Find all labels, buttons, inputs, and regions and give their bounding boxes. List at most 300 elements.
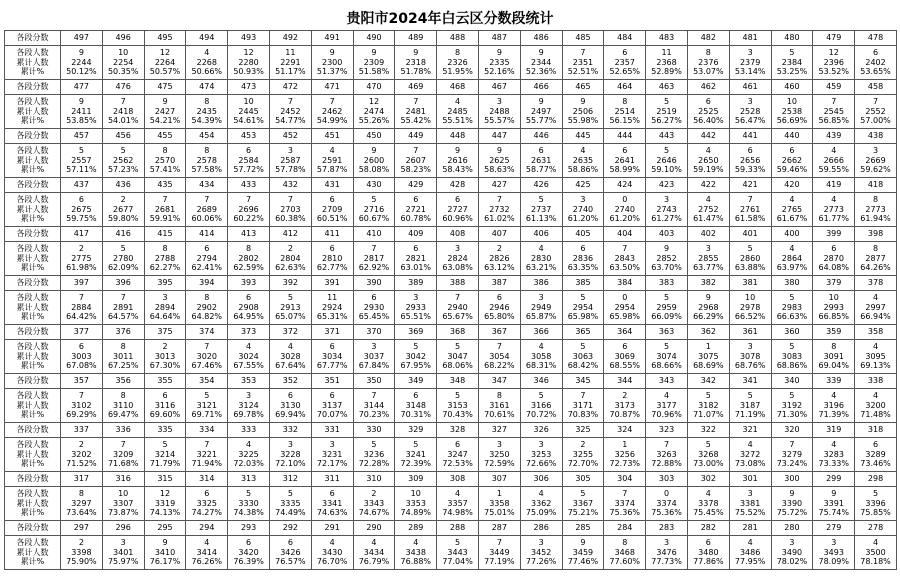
percent-value: 54.39% (191, 116, 223, 126)
stat-cell (562, 291, 604, 325)
cumulative-value: 3452 (530, 547, 552, 557)
count-value: 2 (78, 244, 84, 254)
row-label: 各段人数 (16, 342, 49, 352)
score-cell: 424 (604, 177, 646, 192)
count-value: 5 (120, 146, 126, 156)
percent-value: 69.29% (66, 410, 97, 420)
percent-value: 58.86% (567, 165, 599, 175)
score-cell: 305 (562, 471, 604, 486)
count-value: 5 (371, 195, 377, 205)
score-cell: 356 (102, 373, 144, 388)
score-cell: 376 (102, 324, 144, 339)
score-header-label: 各段分数 (5, 128, 61, 143)
stat-cell (771, 95, 813, 129)
score-cell: 369 (395, 324, 437, 339)
stat-cell (478, 389, 520, 423)
count-value: 3 (789, 538, 795, 548)
stat-cell (604, 438, 646, 472)
cumulative-value: 3410 (154, 547, 176, 557)
count-value: 6 (413, 391, 419, 401)
cumulative-value: 3358 (489, 498, 510, 508)
stat-cell (478, 242, 520, 276)
percent-value: 76.17% (149, 557, 181, 567)
stat-cell (228, 340, 270, 374)
cumulative-value: 3236 (363, 449, 385, 459)
stat-cell (771, 340, 813, 374)
cumulative-value: 2344 (530, 57, 552, 67)
percent-value: 60.51% (316, 214, 348, 224)
score-cell: 407 (478, 226, 520, 241)
cumulative-value: 3396 (865, 498, 886, 508)
score-cell: 364 (604, 324, 646, 339)
cumulative-value: 2824 (447, 253, 468, 263)
percent-value: 59.62% (860, 165, 891, 175)
percent-value: 53.25% (776, 67, 808, 77)
cumulative-value: 3214 (154, 449, 176, 459)
cumulative-value: 3024 (238, 351, 259, 361)
score-cell: 387 (478, 275, 520, 290)
stat-cell (353, 340, 395, 374)
stat-cell (478, 487, 520, 521)
stat-cell (520, 193, 562, 227)
cumulative-value: 3116 (154, 400, 176, 410)
stat-cell (813, 389, 855, 423)
count-value: 6 (329, 195, 335, 205)
score-cell: 381 (729, 275, 771, 290)
cumulative-value: 3493 (823, 547, 844, 557)
count-value: 4 (705, 489, 711, 499)
stat-cell (144, 193, 186, 227)
percent-value: 77.86% (693, 557, 724, 567)
count-value: 8 (204, 293, 210, 303)
score-cell: 412 (269, 226, 311, 241)
score-cell: 279 (813, 520, 855, 535)
cumulative-value: 3228 (280, 449, 301, 459)
score-cell: 383 (646, 275, 688, 290)
stat-cell (437, 144, 479, 178)
stat-cell (144, 438, 186, 472)
cumulative-value: 3247 (447, 449, 468, 459)
stat-cell (855, 291, 897, 325)
cumulative-value: 2716 (363, 204, 385, 214)
score-cell: 374 (186, 324, 228, 339)
score-cell: 299 (813, 471, 855, 486)
stat-cell (144, 340, 186, 374)
count-value: 8 (872, 195, 879, 205)
score-header-label: 各段分数 (5, 31, 61, 46)
row-labels (5, 291, 61, 325)
percent-value: 53.07% (693, 67, 724, 77)
count-value: 4 (872, 293, 879, 303)
cumulative-value: 3319 (154, 498, 176, 508)
cumulative-value: 3256 (614, 449, 635, 459)
row-label: 各段人数 (16, 440, 49, 450)
score-cell: 368 (437, 324, 479, 339)
stat-cell (228, 487, 270, 521)
row-label: 累计% (20, 459, 45, 469)
cumulative-value: 2445 (238, 106, 259, 116)
count-value: 2 (78, 440, 84, 450)
stat-cell (646, 242, 688, 276)
cumulative-value: 3283 (823, 449, 844, 459)
percent-value: 68.76% (734, 361, 766, 371)
score-cell: 415 (144, 226, 186, 241)
score-cell: 438 (855, 128, 897, 143)
percent-value: 69.71% (191, 410, 223, 420)
stat-cell (729, 242, 771, 276)
count-value: 7 (789, 440, 795, 450)
count-value: 6 (78, 342, 84, 352)
count-value: 9 (329, 48, 335, 58)
count-value: 6 (455, 440, 461, 450)
count-value: 4 (831, 195, 837, 205)
score-cell: 454 (186, 128, 228, 143)
percent-value: 59.19% (693, 165, 724, 175)
score-cell: 302 (687, 471, 729, 486)
cumulative-value: 3289 (865, 449, 886, 459)
score-cell: 347 (478, 373, 520, 388)
count-value: 3 (747, 489, 753, 499)
score-cell: 321 (729, 422, 771, 437)
cumulative-value: 2525 (698, 106, 719, 116)
percent-value: 55.77% (525, 116, 557, 126)
row-labels (5, 438, 61, 472)
score-cell: 280 (771, 520, 813, 535)
stat-cell (687, 389, 729, 423)
score-cell: 497 (61, 31, 103, 46)
stat-cell (604, 291, 646, 325)
stat-cell (771, 46, 813, 80)
stat-cell (311, 389, 353, 423)
score-cell: 427 (478, 177, 520, 192)
score-cell: 402 (687, 226, 729, 241)
stat-cell (729, 389, 771, 423)
percent-value: 62.41% (191, 263, 223, 273)
stat-cell (61, 340, 103, 374)
count-value: 5 (664, 342, 670, 352)
score-cell: 394 (186, 275, 228, 290)
cumulative-value: 2727 (447, 204, 468, 214)
cumulative-value: 3069 (614, 351, 635, 361)
count-value: 4 (831, 146, 837, 156)
cumulative-value: 2891 (113, 302, 134, 312)
row-label: 累计人数 (16, 400, 49, 410)
count-value: 3 (538, 538, 544, 548)
stat-cell (437, 438, 479, 472)
score-cell: 316 (102, 471, 144, 486)
count-value: 9 (413, 48, 419, 58)
percent-value: 66.85% (818, 312, 849, 322)
percent-value: 63.50% (609, 263, 641, 273)
stat-cell (395, 487, 437, 521)
count-value: 5 (538, 391, 544, 401)
percent-value: 73.64% (66, 508, 97, 518)
count-value: 7 (413, 97, 419, 107)
percent-value: 51.37% (316, 67, 348, 77)
percent-value: 65.51% (400, 312, 432, 322)
count-value: 7 (872, 97, 879, 107)
cumulative-value: 2740 (572, 204, 594, 214)
row-label: 累计% (20, 263, 45, 273)
score-cell: 352 (269, 373, 311, 388)
stat-cell (186, 46, 228, 80)
stat-cell (687, 438, 729, 472)
count-value: 4 (538, 244, 544, 254)
percent-value: 72.59% (484, 459, 515, 469)
cumulative-value: 2780 (113, 253, 134, 263)
score-cell: 370 (353, 324, 395, 339)
stat-cell (61, 242, 103, 276)
stat-cell (813, 536, 855, 570)
cumulative-value: 3110 (113, 400, 134, 410)
percent-value: 67.46% (191, 361, 223, 371)
score-cell: 379 (813, 275, 855, 290)
score-cell: 461 (729, 79, 771, 94)
count-value: 8 (204, 146, 210, 156)
stat-cell (604, 144, 646, 178)
row-label: 累计人数 (16, 351, 49, 361)
count-value: 5 (747, 391, 753, 401)
score-cell: 291 (311, 520, 353, 535)
row-label: 累计人数 (16, 106, 49, 116)
percent-value: 57.72% (233, 165, 264, 175)
row-label: 累计% (20, 312, 45, 322)
stat-cell (269, 193, 311, 227)
percent-value: 66.29% (693, 312, 724, 322)
score-cell: 323 (646, 422, 688, 437)
score-cell: 478 (855, 31, 897, 46)
row-label: 各段人数 (16, 97, 49, 107)
count-value: 4 (246, 342, 252, 352)
stat-cell (437, 95, 479, 129)
stat-cell (144, 487, 186, 521)
count-value: 8 (705, 48, 711, 58)
percent-value: 73.87% (107, 508, 139, 518)
count-value: 4 (747, 538, 753, 548)
score-cell: 329 (395, 422, 437, 437)
percent-value: 64.82% (191, 312, 223, 322)
count-value: 5 (789, 342, 795, 352)
score-cell: 389 (395, 275, 437, 290)
score-cell: 433 (228, 177, 270, 192)
score-header-label: 各段分数 (5, 520, 61, 535)
count-value: 3 (413, 293, 419, 303)
percent-value: 50.93% (233, 67, 264, 77)
score-cell: 303 (646, 471, 688, 486)
stat-cell (144, 46, 186, 80)
percent-value: 56.27% (651, 116, 682, 126)
count-value: 3 (538, 440, 544, 450)
cumulative-value: 2514 (614, 106, 635, 116)
row-label: 各段人数 (16, 146, 49, 156)
score-cell: 452 (269, 128, 311, 143)
percent-value: 64.42% (66, 312, 97, 322)
score-cell: 496 (102, 31, 144, 46)
score-cell: 451 (311, 128, 353, 143)
score-cell: 493 (228, 31, 270, 46)
cumulative-value: 2709 (322, 204, 343, 214)
stat-cell (562, 536, 604, 570)
cumulative-value: 2318 (405, 57, 426, 67)
count-value: 7 (496, 538, 502, 548)
score-cell: 419 (813, 177, 855, 192)
score-cell: 485 (562, 31, 604, 46)
cumulative-value: 2821 (405, 253, 426, 263)
cumulative-value: 2993 (823, 302, 844, 312)
cumulative-value: 2884 (71, 302, 92, 312)
stat-cell (186, 193, 228, 227)
score-cell: 385 (562, 275, 604, 290)
cumulative-value: 3391 (823, 498, 844, 508)
percent-value: 74.49% (275, 508, 306, 518)
percent-value: 67.08% (66, 361, 97, 371)
stat-cell (395, 536, 437, 570)
cumulative-value: 3430 (322, 547, 343, 557)
percent-value: 75.72% (776, 508, 808, 518)
stat-cell (61, 291, 103, 325)
percent-value: 57.58% (191, 165, 223, 175)
score-cell: 278 (855, 520, 897, 535)
count-value: 4 (872, 538, 879, 548)
count-value: 9 (162, 538, 168, 548)
percent-value: 68.86% (776, 361, 808, 371)
row-label: 累计% (20, 165, 45, 175)
score-cell: 377 (61, 324, 103, 339)
count-value: 8 (622, 538, 628, 548)
score-cell: 455 (144, 128, 186, 143)
cumulative-value: 2488 (489, 106, 510, 116)
cumulative-value: 2474 (363, 106, 385, 116)
score-cell: 481 (729, 31, 771, 46)
count-value: 2 (78, 538, 84, 548)
cumulative-value: 2485 (447, 106, 468, 116)
cumulative-value: 2968 (698, 302, 719, 312)
count-value: 6 (622, 146, 628, 156)
percent-value: 72.73% (609, 459, 641, 469)
score-cell: 360 (771, 324, 813, 339)
cumulative-value: 2677 (113, 204, 134, 214)
stat-cell (687, 144, 729, 178)
cumulative-value: 2765 (781, 204, 803, 214)
score-data-row (5, 46, 897, 80)
score-cell: 359 (813, 324, 855, 339)
count-value: 7 (496, 195, 502, 205)
stat-cell (604, 95, 646, 129)
count-value: 6 (371, 293, 377, 303)
percent-value: 72.53% (442, 459, 473, 469)
score-cell: 336 (102, 422, 144, 437)
score-cell: 322 (687, 422, 729, 437)
stat-cell (478, 95, 520, 129)
stat-cell (855, 242, 897, 276)
percent-value: 69.47% (107, 410, 139, 420)
score-cell: 445 (562, 128, 604, 143)
stat-cell (102, 242, 144, 276)
cumulative-value: 3420 (238, 547, 259, 557)
cumulative-value: 2578 (196, 155, 217, 165)
cumulative-value: 2817 (363, 253, 385, 263)
stat-cell (269, 438, 311, 472)
count-value: 5 (705, 391, 711, 401)
cumulative-value: 2368 (656, 57, 677, 67)
percent-value: 65.45% (358, 312, 390, 322)
score-cell: 372 (269, 324, 311, 339)
count-value: 4 (747, 440, 753, 450)
count-value: 3 (747, 342, 753, 352)
count-value: 2 (371, 489, 377, 499)
cumulative-value: 3343 (363, 498, 385, 508)
cumulative-value: 3253 (530, 449, 552, 459)
cumulative-value: 3330 (238, 498, 259, 508)
cumulative-value: 2788 (154, 253, 176, 263)
cumulative-value: 2587 (280, 155, 301, 165)
score-cell: 462 (687, 79, 729, 94)
count-value: 8 (162, 244, 168, 254)
cumulative-value: 2721 (405, 204, 426, 214)
percent-value: 61.58% (734, 214, 766, 224)
count-value: 9 (371, 48, 377, 58)
stat-cell (102, 389, 144, 423)
cumulative-value: 3241 (405, 449, 426, 459)
count-value: 6 (455, 195, 461, 205)
cumulative-value: 3091 (823, 351, 844, 361)
score-cell: 367 (478, 324, 520, 339)
score-cell: 390 (353, 275, 395, 290)
row-label: 累计人数 (16, 498, 49, 508)
cumulative-value: 3192 (781, 400, 803, 410)
cumulative-value: 2300 (322, 57, 343, 67)
stat-cell (102, 536, 144, 570)
percent-value: 54.77% (275, 116, 306, 126)
percent-value: 77.26% (525, 557, 557, 567)
cumulative-value: 3297 (71, 498, 92, 508)
score-cell: 330 (353, 422, 395, 437)
stat-cell (562, 389, 604, 423)
count-value: 7 (371, 391, 377, 401)
percent-value: 65.07% (275, 312, 306, 322)
score-cell: 421 (729, 177, 771, 192)
score-cell: 428 (437, 177, 479, 192)
score-cell: 439 (813, 128, 855, 143)
score-cell: 487 (478, 31, 520, 46)
count-value: 9 (789, 489, 795, 499)
count-value: 12 (159, 48, 171, 58)
percent-value: 69.04% (818, 361, 849, 371)
count-value: 9 (831, 489, 837, 499)
cumulative-value: 3459 (572, 547, 594, 557)
stat-cell (646, 95, 688, 129)
percent-value: 71.52% (66, 459, 97, 469)
stat-cell (729, 536, 771, 570)
cumulative-value: 2843 (614, 253, 635, 263)
stat-cell (771, 144, 813, 178)
stat-cell (311, 438, 353, 472)
count-value: 6 (246, 146, 252, 156)
score-cell: 482 (687, 31, 729, 46)
stat-cell (771, 487, 813, 521)
cumulative-value: 2280 (238, 57, 259, 67)
cumulative-value: 3325 (196, 498, 217, 508)
score-cell: 479 (813, 31, 855, 46)
stat-cell (520, 46, 562, 80)
stat-cell (353, 536, 395, 570)
percent-value: 50.12% (66, 67, 97, 77)
percent-value: 53.65% (860, 67, 891, 77)
stat-cell (771, 389, 813, 423)
count-value: 4 (329, 146, 335, 156)
percent-value: 78.09% (818, 557, 849, 567)
cumulative-value: 2689 (196, 204, 217, 214)
